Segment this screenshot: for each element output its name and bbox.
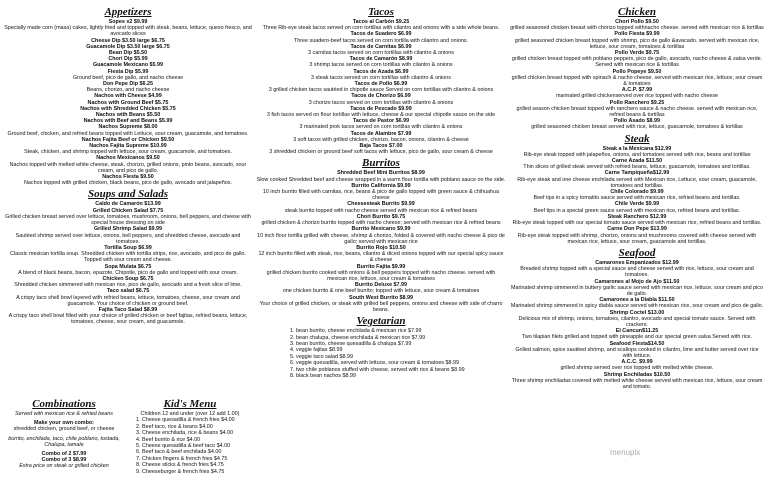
tacos-heading: Tacos	[368, 6, 394, 18]
menu-item-desc: Ground beef, pico de gallo, and nacho cheese	[72, 74, 184, 81]
list-item: 4. veggie fajitas $8.99	[290, 347, 343, 354]
menu-item-desc: Thin slices of grilled steak served with refried beans, lettuce, guacamole, tomatoes and tortillas.	[523, 164, 751, 171]
menu-item-name: Pollo Ranchero $9.25	[609, 99, 665, 106]
menu-item-desc: grilled chicken breast topped with poblano peppers, pico de gallo, avocado, nacho cheese & salsa verde. Served with mexican rice & tortillas	[511, 56, 763, 69]
menu-item-name: Nachos Supreme $8.00	[98, 124, 158, 131]
menu-item-name: Burrito Rojo $10.50	[356, 244, 406, 251]
steak-heading: Steak	[624, 132, 650, 145]
steak-list	[510, 146, 764, 245]
menu-item-desc: marinated grilled chickenserved over rice topped with nacho cheese	[555, 93, 719, 100]
menu-item-desc: Grilled salmon, spice sautéed shrimp, and scallops cooked in cilantro, lime and butter served over rice with lettuce.	[515, 346, 759, 359]
menu-item-name: Shredded Beef Mini Burritos $8.99	[337, 170, 425, 177]
kids-heading: Kid's Menu	[163, 398, 217, 410]
combinations-heading: Combinations	[32, 398, 96, 410]
menu-item-name: South West Burrito $8.99	[348, 294, 413, 301]
menu-item-name: Burrito Deluxe $7.99	[354, 282, 408, 289]
menu-item-desc: Slow cooked Shredded beef and cheese wrapped in a warm flour tortilla with poblano sauce on the side.	[256, 176, 506, 183]
list-item: 2. Beef taco, rice & beans $4.00	[136, 423, 213, 430]
menu-item-desc: grilled chicken breast topped with spinach & nacho cheese. served with mexican rice, lettuce, sour cream & tomatoes	[511, 74, 763, 88]
menu-item-name: Tacos de Alambre $7.99	[350, 130, 412, 137]
menu-item-name: Tacos de Pastor $6.99	[352, 118, 410, 125]
appetizers-heading: Appetizers	[104, 6, 152, 18]
menu-item-name: Don Pepe Dip $6.25	[102, 81, 154, 88]
soups-list	[4, 201, 252, 325]
menu-item-name: Burrito Fajita $9.99	[356, 263, 406, 270]
seafood-list	[510, 260, 764, 390]
soups-heading: Soups and Salads	[87, 188, 169, 201]
menu-item-name: Nachos with Ground Beef $5.75	[87, 99, 169, 106]
menu-item-name: Pollo Fiesta $9.99	[614, 31, 660, 38]
tacos-list	[256, 19, 506, 155]
kids-menu-block	[128, 396, 252, 475]
menu-item-desc: 10 inch burrito filled with carnitas, rice, beans & pico de gallo topped with green sauce & chihuahua cheese	[262, 189, 500, 202]
menu-item-name: Burrito Mexicano $9.99	[351, 226, 411, 233]
menu-item-name: Carne Azada $11.50	[611, 158, 663, 165]
combinations-subtitle: Served with mexican rice & refried beans	[15, 411, 113, 417]
menu-item-desc: Rib-eye steak and one cheese enchilada served with Mexican rice, Lettuce, sour cream, guacamole, tomatoes and tortillas.	[517, 176, 757, 189]
menu-item-name: A.C.C. $9.99	[621, 359, 653, 366]
menu-item-name: Caldo de Camarón $13.99	[95, 201, 161, 208]
menu-item-name: Nachos with Beef and Beans $5.99	[83, 118, 173, 125]
vegetarian-heading: Vegetarian	[356, 315, 406, 328]
menu-item-name: A.C.P. $7.99	[621, 87, 653, 94]
list-item: 1. Cheese quesadilla & french fries $4.00	[136, 417, 235, 424]
menu-item-desc: A crispy taco shell bowl filled with your choice of grilled chicken or beef fajitas, refried beans, lettuce, tomatoes, cheese, sour cream, and guacamole.	[8, 313, 248, 326]
chicken-list	[510, 19, 764, 131]
menu-item-desc: Classic mexican tortilla soup. Shredded chicken with tortilla strips, rice, avocado, and pico de gallo. Topped with sour cream and cheese.	[10, 251, 246, 264]
menu-item-desc: grilled seasoned chicken breast topped with shrimp, pico de gallo &avacado. served with mexican rice, lettuce, sour cream, tomatoes & tortillas	[514, 37, 760, 50]
menu-item-desc: Two tilapian filets grilled and topped with pineapple and our special green salsa Served with rice.	[521, 334, 753, 341]
menu-item-desc: Marinated shrimp simmered in spicy diabla sauce served with mexican rice, sour cream and pico de gallo.	[510, 303, 764, 310]
menu-item-desc: 3 steak tacos served on corn tortillas with cilantro & onions	[311, 74, 451, 81]
column-middle	[256, 4, 506, 379]
menu-item-name: Nachos Mexicanos $9.50	[96, 155, 160, 162]
menu-item-name: Sopes x2 $9.99	[108, 19, 148, 25]
list-item: 8. black bean nachos $8.99	[290, 372, 356, 379]
combinations-block	[4, 396, 124, 470]
burritos-heading: Burritos	[362, 157, 400, 170]
list-item: 8. Cheese sticks & french fries $4.75	[136, 462, 224, 469]
menu-item-desc: Steak, chicken, and shrimp topped with lettuce, sour cream, guacamole, and tomatoes.	[24, 149, 232, 156]
watermark: menupix	[610, 448, 641, 457]
list-item: 3. Cheese enchilada, rice & beans $4.00	[136, 430, 234, 437]
menu-item-desc: one chicken burrito & one beef burrito; topped with lettuce, sour cream & tomatoes	[282, 288, 480, 295]
chicken-heading: Chicken	[618, 6, 656, 18]
menu-item-name: Tacos de Camarón $8.99	[349, 56, 413, 63]
menu-item-name: Nachos with Shredded Chicken $5.75	[80, 105, 176, 112]
kids-subtitle: Children 12 and under (over 12 add 1.00)	[140, 411, 240, 417]
menu-item-desc: Grilled chicken breast served over lettuce, tomatoes, mushroom, onions, bell peppers, and cheese with special house dressing on side	[5, 213, 251, 227]
combinations-make-own: Make your own combo:	[34, 420, 94, 427]
menu-item-desc: Rib-eye steak topped with shrimp, chorizo, onions and mushrooms covered with cheese served with mexican rice, lettuce, sour cream, guacamole and tortillas.	[517, 232, 757, 245]
menu-item-name: Fajita Taco Salad $8.99	[98, 306, 158, 313]
menu-item-desc: Beans, chorizo, and nacho cheese	[86, 87, 170, 94]
list-item: 7. Chicken fingers & french fries $4.75	[136, 455, 228, 462]
menu-item-desc: Delicious mix of shrimp, onions, tomatoes, cilantro, avocado and special tomato sauce. Served with crackers.	[518, 315, 756, 328]
menu-item-desc: grilled chicken & chorizo burrito topped with nacho cheese; served with mexican rice & refried beans	[261, 220, 501, 227]
menu-item-name: Guacamole Dip $3.50 large $6.75	[86, 43, 170, 50]
menu-item-name: Nachos Fajita Beef or Chicken $9.50	[81, 136, 175, 143]
menu-item-name: Steak a la Mexicana $12.99	[602, 145, 672, 152]
menu-item-name: Chori Pollo $9.50	[615, 19, 659, 25]
menu-item-name: El Cancun$11.25	[615, 328, 659, 335]
menu-item-desc: 3 shredded chicken or ground beef soft tacos with lettuce, pico de gallo, sour cream & cheese	[269, 149, 493, 156]
menu-item-name: Camarones Empanizados $12.99	[595, 259, 679, 266]
burritos-list	[256, 170, 506, 313]
menu-item-name: Chori Dip $5.99	[108, 56, 148, 63]
menu-item-desc: Three shrimp enchiladas covered with melted white cheese served with mexican rice, lettuce, sour cream and tomato.	[511, 377, 763, 390]
menu-item-desc: Rib-eye steak topped with jalapeños, onions, and tomatoes served with rice, beans and tortillas	[523, 151, 751, 158]
vegetarian-list	[256, 328, 506, 379]
menu-item-name: Shrimp Enchiladas $10.50	[603, 371, 671, 378]
menu-item-name: Carne Don Pepe $13.99	[607, 226, 667, 233]
menu-item-name: Nachos Fajita Supreme $10.99	[89, 143, 167, 150]
menu-item-name: Guacamole Mexicano $5.99	[92, 62, 164, 69]
menu-item-desc: 10 inch flour tortilla grilled with cheese, shrimp & chorizo, folded & covered with nacho cheese & pico de gallo; served with mexican rice	[257, 232, 505, 245]
menu-item-desc: Three Rib-eye steak tacos served on corn tortillas with cilantro and onions with a side whole beans.	[262, 25, 500, 32]
menu-item-name: Camarones a la Diabla $11.50	[599, 297, 675, 304]
menu-item-name: Grilled Chicken Salad $7.75	[92, 207, 164, 214]
combinations-extra: Extra price on steak or grilled chicken	[19, 463, 109, 470]
menu-item-desc: 12 inch burrito filled with steak, rice, beans, cilantro & diced onions topped with our special spicy sauce & cheese	[258, 251, 504, 264]
menu-item-desc: steak burrito topped with nacho cheese served with mexican rice & refried beans	[284, 207, 478, 214]
list-item: 1. bean burrito, cheese enchilada & mexican rice $7.99	[290, 328, 422, 335]
list-item: 7. two chile poblanos stuffed with cheese, served with rice & beans $8.99	[290, 366, 465, 373]
menu-item-desc: grilled chicken burrito cooked with onions & bell peppers topped with nacho cheese. served with mexican rice, lettuce, sour cream & tomatoes	[266, 269, 496, 282]
menu-item-desc: Nachos topped with grilled chicken, black beans, pico de gallo, avocado and jalapeños.	[24, 180, 232, 187]
menu-item-name: Nachos with Beans $5.50	[95, 112, 161, 119]
menu-item-name: Shrimp Coctel $13.00	[609, 309, 665, 316]
menu-item-desc: 3 fish tacos served on flour tortillas with lettuce, cheese & our special chipotle sauce on the side	[266, 112, 496, 119]
menu-item-desc: 3 grilled chicken tacos sautéed in chipotle sauce Served on corn tortillas with cilantro & onions	[268, 87, 494, 94]
column-left	[4, 4, 252, 326]
menu-item-desc: Specially made corn (masa) cakes, lightly fried and topped with steak, beans, lettuce, queso fresco, and avocado slices	[4, 25, 252, 38]
menu-item-name: Camarones al Mojo de Ajo $11.50	[594, 278, 680, 285]
menu-item-desc: Ground beef, chicken, and refried beans topped with Lettuce, sour cream, guacamole, and tomatoes.	[7, 130, 249, 137]
menu-item-desc: Beef tips in a special green sauce served with mexican rice, refried beans and tortillas.	[533, 207, 741, 214]
menu-item-name: Cheesesteak Burrito $9.99	[347, 201, 415, 208]
menu-item-name: Pollo Asado $8.99	[614, 118, 660, 125]
menu-item-desc: Beef tips in a spicy tomatito sauce served with mexican rice, refried beans and tortillas.	[533, 195, 741, 202]
list-item: 9. Cheeseburger & french fries $4.75	[136, 468, 225, 475]
menu-item-name: Tacos de Pescado $9.99	[350, 105, 412, 112]
menu-item-name: Grilled Shrimp Salad $9.99	[93, 226, 162, 233]
menu-item-name: Tacos de Azada $6.99	[353, 68, 409, 75]
list-item: 5. veggie taco salad $8.99	[290, 353, 353, 360]
combo-2: Combo of 2 $7.99	[41, 451, 87, 458]
menu-item-desc: A blend of black beans, bacon, epazote, Chipotle, pico de gallo and topped with sour cream.	[18, 269, 238, 276]
menu-item-name: Tortilla Soup $6.99	[104, 244, 152, 251]
menu-item-desc: 3 marinated prok tacos served on corn tortillas with cilantro & onions	[299, 124, 463, 131]
menu-item-desc: Rib-eye steak topped with our special tomato sauce served with mexican rice, refried beans and tortillas.	[512, 220, 762, 227]
menu-item-name: Burrito California $9.99	[351, 182, 411, 189]
menu-item-desc: 3 chorizo tacos served on corn tortillas with cilantro & onions	[308, 99, 454, 106]
menu-item-name: Chile Verde $9.99	[614, 201, 660, 208]
list-item: 2. bean chalupa, cheese enchilada & mexican rice $7.99	[290, 334, 426, 341]
menu-item-name: Chile Colorado $9.99	[610, 189, 664, 196]
menu-item-name: Cheese Dip $3.50 large $6.75	[91, 37, 165, 44]
menu-item-desc: Breaded shrimp topped with a special sauce and cheese served with rice, lettuce, sour cream and tomatoes.	[520, 266, 754, 279]
menu-item-desc: Three suadero-beef tacos served on corn tortilla with cilantro and onions.	[293, 37, 469, 44]
menu-item-desc: 3 carnitas tacos served on corn tortillas with cilantro & onions	[308, 50, 454, 57]
menu-item-name: Fiesta Dip $5.99	[107, 68, 149, 75]
menu-item-name: Baja Tacos $7.00	[359, 143, 403, 150]
kids-list	[128, 417, 252, 475]
menu-item-name: Tacos al Carbón $9.25	[352, 19, 410, 25]
combo-3: Combo of 3 $8.99	[41, 457, 87, 464]
seafood-heading: Seafood	[618, 246, 656, 259]
menu-item-desc: grilled season chicken breast topped with ranchero sauce & nacho cheese. served with mexican rice, refried beans & tortillas	[516, 105, 758, 119]
menu-item-name: Chori Burrito $9.75	[356, 213, 406, 220]
combinations-choices: burrito, enchilada, taco, chile poblano, tostada, Chalupa, tamale	[8, 435, 120, 448]
list-item: 6. veggie quesadilla, served with lettuce, sour cream & tomatoes $8.99	[290, 360, 459, 367]
menu-item-name: Carne Tampiqueña$12.99	[604, 170, 670, 177]
menu-item-desc: 3 shrimp tacos served on corn tortillas with cilantro & onions	[309, 62, 453, 69]
menu-item-name: Tacos de Carnitas $6.99	[350, 43, 412, 50]
menu-item-name: Tacos de Suadero $6.99	[350, 31, 412, 38]
menu-item-desc: A crispy taco shell bowl layered with refried beans, lettuce, tomatoes, cheese, sour cream and guacamole. Your choice of chicken or ground beef.	[16, 294, 240, 307]
list-item: 6. Beef taco & beef enchilada $4.00	[136, 449, 222, 456]
appetizers-list	[4, 19, 252, 186]
list-item: 5. Cheese quesadilla & beef taco $4.00	[136, 443, 231, 450]
column-right	[510, 4, 764, 390]
menu-item-desc: Shredded chicken simmered with mexican rice, pico de gallo, avocado and a fresh slice of lime.	[14, 282, 242, 289]
menu-item-desc: 3 soft tacos with grilled chicken, chorizo, bacon, onions, cilantro & cheese	[293, 136, 469, 143]
menu-item-name: Steak Ranchero $12.99	[607, 213, 667, 220]
menu-item-desc: grilled seasoned chicken breast served with rice, lettuce, guacamole, tomatoes & tortillas	[531, 124, 743, 131]
menu-item-desc: Sautéed shrimp served over lettuce, onions, bell peppers, and shredded cheese, avocado and tomatoes.	[15, 232, 241, 245]
menu-item-desc: grilled seasoned chicken breast with chorizo topped withnacho cheese. served with mexican rice & tortillas	[510, 25, 764, 32]
menu-item-name: Bean Dip $5.50	[108, 50, 148, 57]
list-item: 4. Beef burrito & rice $4.00	[136, 436, 201, 443]
menu-item-desc: Marinated shrimp simmered in buttery garlic sauce served with mexican rice, lettuce, sour cream and pico de gallo.	[511, 284, 763, 297]
menu-item-desc: Your choice of grilled chicken, or steak with grilled bell peppers, onions and cheese with side of charro beans.	[259, 300, 503, 313]
menu-item-desc: Nachos topped with melted white cheese, steak, chorizo, grilled onions, pinto beans, avocado, sour cream, and pico de gallo.	[9, 161, 247, 174]
menu-item-name: Taco salad $6.75	[106, 288, 150, 295]
menu-item-name: Tacos de Chorizo $6.99	[351, 93, 411, 100]
menu-item-name: Tacos de Pollo $6.99	[354, 81, 408, 88]
menu-item-desc: grilled shrimp served over rice topped with melted white cheese.	[560, 365, 714, 372]
menu-item-name: Nachos Fiesta $9.50	[102, 174, 154, 181]
menu-item-name: Sopa Mulata $6.75	[104, 263, 152, 270]
menu-item-name: Seafood Fiesta$14.50	[609, 340, 665, 347]
combinations-make-own-desc: shredded chicken, ground beef, or cheese	[13, 426, 115, 433]
menu-item-name: Chicken Soup $6.75	[102, 275, 154, 282]
list-item: 3. bean burrito, cheese quesadilla & chalupa $7.99	[290, 340, 412, 347]
menu-item-name: Pollo Popeye $9.50	[612, 68, 662, 75]
menu-item-name: Nachos with Cheese $4.99	[94, 93, 162, 100]
menu-item-name: Pollo Verde $9.75	[614, 50, 660, 57]
